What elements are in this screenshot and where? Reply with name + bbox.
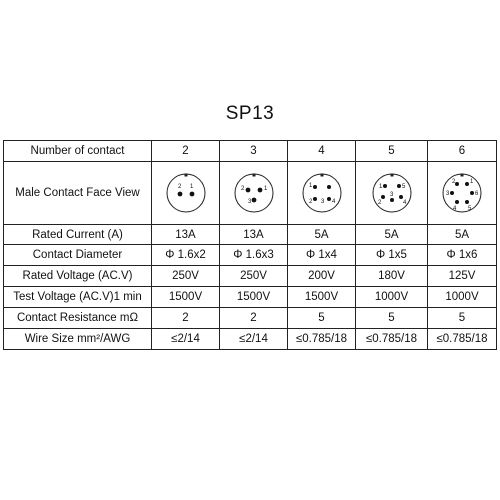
table-cell: 13A — [152, 225, 220, 245]
row-label: Test Voltage (AC.V)1 min — [4, 287, 152, 308]
row-rated-voltage — [4, 266, 497, 287]
row-contact-resistance — [4, 308, 497, 329]
table-cell: 1500V — [152, 287, 220, 308]
table-cell: 5A — [356, 225, 428, 245]
table-cell: ≤2/14 — [220, 329, 288, 350]
row-test-voltage — [4, 287, 497, 308]
row-rated-current — [4, 225, 497, 245]
pin-label: 4 — [453, 206, 457, 212]
pin-label: 1 — [263, 186, 267, 192]
table-cell: 1500V — [288, 287, 356, 308]
table-cell: Φ 1x4 — [288, 245, 356, 266]
cell-contacts-3: 3 — [220, 141, 288, 162]
table-cell: 5 — [288, 308, 356, 329]
table-cell: 1000V — [428, 287, 497, 308]
cell-contacts-2: 2 — [152, 141, 220, 162]
table-cell: ≤0.785/18 — [356, 329, 428, 350]
connector-face-5-icon — [370, 171, 414, 215]
table-cell: 13A — [220, 225, 288, 245]
table-cell: Φ 1x5 — [356, 245, 428, 266]
cell-contacts-6: 6 — [428, 141, 497, 162]
table-cell: 2 — [152, 308, 220, 329]
face-view-3-contact — [220, 162, 288, 225]
table-cell: 180V — [356, 266, 428, 287]
table-cell: ≤0.785/18 — [288, 329, 356, 350]
row-label: Contact Diameter — [4, 245, 152, 266]
pin-label: 3 — [389, 192, 393, 198]
face-view-6-contact — [428, 162, 497, 225]
pin-label: 2 — [308, 199, 312, 205]
row-wire-size — [4, 329, 497, 350]
row-label: Contact Resistance mΩ — [4, 308, 152, 329]
table-cell: 2 — [220, 308, 288, 329]
row-contact-diameter — [4, 245, 497, 266]
row-label: Number of contact — [4, 141, 152, 162]
row-label: Male Contact Face View — [4, 162, 152, 225]
table-cell: 250V — [220, 266, 288, 287]
pin-label: 4 — [331, 199, 335, 205]
table-cell: Φ 1.6x2 — [152, 245, 220, 266]
table-cell: 200V — [288, 266, 356, 287]
pin-label: 1 — [378, 184, 382, 190]
cell-contacts-4: 4 — [288, 141, 356, 162]
table-cell: 1500V — [220, 287, 288, 308]
pin-label: 1 — [189, 184, 193, 190]
row-face-view — [4, 162, 497, 225]
pin-label: 1 — [308, 183, 312, 189]
pin-label: 2 — [177, 184, 181, 190]
row-label: Wire Size mm²/AWG — [4, 329, 152, 350]
pin-label: 2 — [377, 200, 381, 206]
connector-face-4-icon — [300, 171, 344, 215]
row-label: Rated Current (A) — [4, 225, 152, 245]
pin-label: 1 — [470, 179, 474, 185]
table-cell: 1000V — [356, 287, 428, 308]
page-title: SP13 — [225, 103, 275, 124]
pin-label: 3 — [446, 191, 450, 197]
pin-label: 5 — [401, 184, 405, 190]
table-cell: 125V — [428, 266, 497, 287]
table-cell: 5 — [428, 308, 497, 329]
pin-label: 6 — [475, 191, 479, 197]
cell-contacts-5: 5 — [356, 141, 428, 162]
table-cell: Φ 1x6 — [428, 245, 497, 266]
row-label: Rated Voltage (AC.V) — [4, 266, 152, 287]
face-view-4-contact — [288, 162, 356, 225]
row-number-of-contact — [4, 141, 497, 162]
pin-label: 3 — [320, 199, 324, 205]
face-view-2-contact — [152, 162, 220, 225]
table-cell: ≤0.785/18 — [428, 329, 497, 350]
table-cell: 250V — [152, 266, 220, 287]
pin-label: 3 — [247, 199, 251, 205]
connector-face-6-icon — [440, 171, 484, 215]
face-view-5-contact — [356, 162, 428, 225]
pin-label: 2 — [452, 179, 456, 185]
table-cell: 5A — [288, 225, 356, 245]
table-cell: ≤2/14 — [152, 329, 220, 350]
pin-label: 5 — [468, 206, 472, 212]
table-cell: Φ 1.6x3 — [220, 245, 288, 266]
table-cell: 5 — [356, 308, 428, 329]
table-cell: 5A — [428, 225, 497, 245]
pin-label: 2 — [240, 186, 244, 192]
connector-face-3-icon — [232, 171, 276, 215]
connector-face-2-icon — [164, 171, 208, 215]
pin-label: 4 — [402, 200, 406, 206]
spec-table — [3, 140, 497, 350]
